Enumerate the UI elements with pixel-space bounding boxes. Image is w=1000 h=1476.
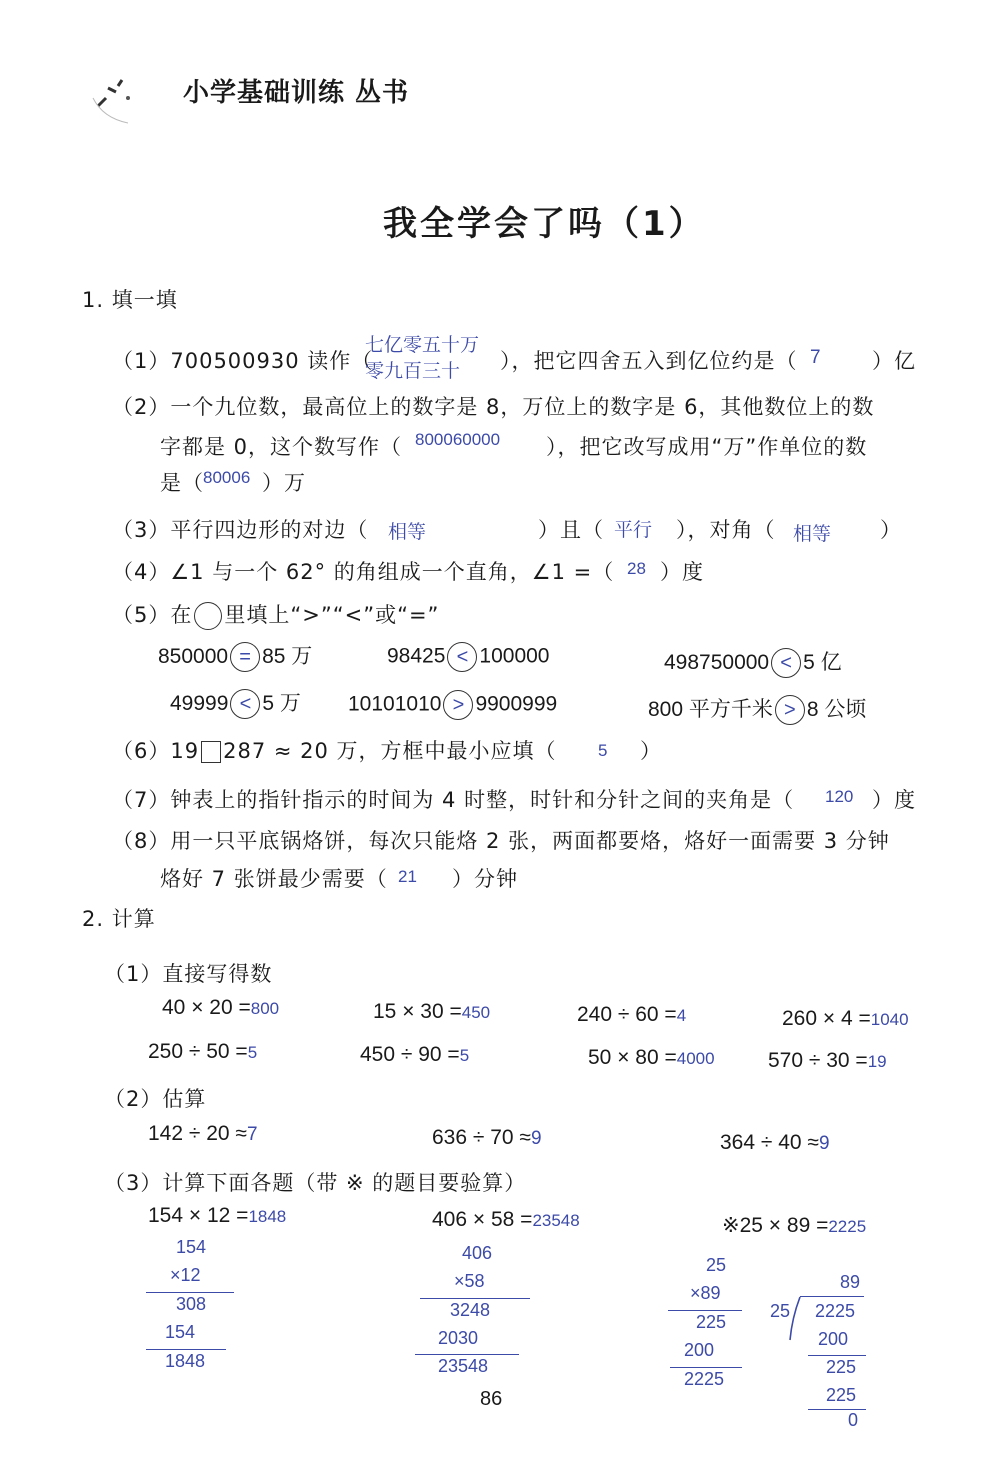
- part3-label: （3）计算下面各题（带 ※ 的题目要验算）: [104, 1171, 527, 1195]
- division-rule: [808, 1355, 866, 1356]
- check-divisor: 25: [770, 1301, 791, 1321]
- q2-line2-prefix: 字都是 0，这个数写作（: [160, 435, 403, 459]
- mental-item-8: 570 ÷ 30 =19: [768, 1049, 887, 1072]
- q2-answer1: 800060000: [415, 430, 501, 449]
- work3-line1: 25: [706, 1255, 727, 1275]
- q3-answer1: 相等: [388, 522, 427, 543]
- work3-rule: [668, 1310, 742, 1311]
- work3-line5: 2225: [684, 1369, 725, 1389]
- estimate-item-2: 636 ÷ 70 ≈9: [432, 1126, 542, 1149]
- section1-heading: 1. 填一填: [82, 288, 178, 312]
- check-step3: 225: [826, 1385, 857, 1405]
- work2-line1: 406: [462, 1243, 493, 1263]
- q1-answer-line1: 七亿零五十万: [365, 335, 480, 356]
- work2-rule: [415, 1354, 519, 1355]
- mental-item-3: 240 ÷ 60 =4: [577, 1003, 687, 1026]
- work1-line4: 154: [165, 1322, 196, 1342]
- q1-prefix: （1）700500930 读作（: [112, 349, 374, 373]
- compare-circle: >: [775, 695, 805, 725]
- q3-mid2: ），对角（: [676, 518, 776, 542]
- header-decoration: [88, 58, 158, 142]
- q7-suffix: ）度: [872, 788, 916, 812]
- q1-answer2: 7: [810, 347, 821, 368]
- q3-suffix: ）: [880, 518, 902, 542]
- q5-instruction: [112, 599, 439, 630]
- q3-answer3: 相等: [793, 524, 832, 545]
- work2-rule: [420, 1298, 530, 1299]
- q6-answer: 5: [598, 741, 608, 760]
- page-number: 86: [480, 1388, 503, 1410]
- estimate-item-1: 142 ÷ 20 ≈7: [148, 1122, 258, 1145]
- blank-circle-icon: [194, 602, 222, 630]
- q8-answer: 21: [398, 867, 417, 886]
- part1-label: （1）直接写得数: [104, 962, 273, 986]
- compare-circle: <: [771, 648, 801, 678]
- q5-suffix: 里填上“>”“<”或“=”: [224, 603, 440, 627]
- check-step4: 0: [848, 1410, 859, 1430]
- written-problem-2: 406 × 58 =23548: [432, 1208, 580, 1231]
- check-dividend: 2225: [815, 1301, 856, 1321]
- q2-line3-prefix: 是（: [160, 471, 204, 495]
- mental-item-6: 450 ÷ 90 =5: [360, 1043, 470, 1066]
- work1-line2: ×12: [170, 1265, 201, 1285]
- blank-box-icon: [201, 741, 221, 763]
- q5-compare-2: 98425 < 100000: [387, 642, 549, 672]
- check-step1: 200: [818, 1329, 849, 1349]
- work2-line5: 23548: [438, 1356, 489, 1376]
- work3-line2: ×89: [690, 1283, 721, 1303]
- q1-suffix: ）亿: [872, 349, 916, 373]
- q5-prefix: （5）在: [112, 603, 193, 627]
- q1-answer-line2: 零九百三十: [365, 361, 461, 382]
- ink-splash-icon: [88, 58, 158, 138]
- q8-line2-prefix: 烙好 7 张饼最少需要（: [160, 867, 388, 891]
- q5-compare-6: 800 平方千米 > 8 公顷: [648, 693, 866, 725]
- work1-rule: [146, 1292, 234, 1293]
- q5-compare-4: 49999 < 5 万: [170, 687, 301, 719]
- work2-line2: ×58: [454, 1271, 485, 1291]
- work1-line1: 154: [176, 1237, 207, 1257]
- q7-prefix: （7）钟表上的指针指示的时间为 4 时整，时针和分针之间的夹角是（: [112, 788, 795, 812]
- compare-circle: >: [443, 690, 473, 720]
- page-title: 我全学会了吗（1）: [383, 204, 706, 244]
- division-bracket-icon: [788, 1296, 808, 1341]
- work2-line4: 2030: [438, 1328, 479, 1348]
- q5-compare-3: 498750000 < 5 亿: [664, 646, 842, 678]
- compare-circle: <: [447, 642, 477, 672]
- q6-line: （6）19 287 ≈ 20 万，方框中最小应填（: [112, 739, 557, 763]
- check-step2: 225: [826, 1357, 857, 1377]
- work1-rule: [146, 1349, 226, 1350]
- estimate-item-3: 364 ÷ 40 ≈9: [720, 1131, 830, 1154]
- compare-circle: =: [230, 642, 260, 672]
- q2-answer2: 80006: [203, 468, 251, 487]
- q5-compare-1: 850000 = 85 万: [158, 640, 312, 672]
- q1-mid: ），把它四舍五入到亿位约是（: [500, 349, 798, 373]
- q3-mid1: ）且（: [538, 518, 604, 542]
- q3-answer2: 平行: [614, 520, 653, 541]
- work3-line3: 225: [696, 1312, 727, 1332]
- division-bar: [800, 1296, 864, 1297]
- work2-line3: 3248: [450, 1300, 491, 1320]
- q2-line3-suffix: ）万: [262, 471, 306, 495]
- work1-line5: 1848: [165, 1351, 206, 1371]
- q5-compare-5: 10101010 > 9900999: [348, 690, 557, 720]
- series-title: 小学基础训练 丛书: [183, 78, 410, 108]
- q6-suffix: ）: [640, 739, 662, 763]
- mental-item-7: 50 × 80 =4000: [588, 1046, 715, 1069]
- mental-item-2: 15 × 30 =450: [373, 1000, 491, 1023]
- check-quotient: 89: [840, 1272, 861, 1292]
- mental-item-1: 40 × 20 =800: [162, 996, 280, 1019]
- compare-circle: <: [230, 689, 260, 719]
- section2-heading: 2. 计算: [82, 907, 156, 931]
- mental-item-4: 260 × 4 =1040: [782, 1007, 909, 1030]
- q7-answer: 120: [825, 787, 854, 806]
- part2-label: （2）估算: [104, 1087, 207, 1111]
- q8-line2-suffix: ）分钟: [452, 867, 518, 891]
- work3-rule: [670, 1367, 742, 1368]
- q2-line2-suffix: ），把它改写成用“万”作单位的数: [546, 435, 868, 459]
- q4-prefix: （4）∠1 与一个 62° 的角组成一个直角，∠1 =（: [112, 560, 615, 584]
- written-problem-1: 154 × 12 =1848: [148, 1204, 287, 1227]
- q4-suffix: ）度: [660, 560, 704, 584]
- mental-item-5: 250 ÷ 50 =5: [148, 1040, 258, 1063]
- q3-prefix: （3）平行四边形的对边（: [112, 518, 369, 542]
- work1-line3: 308: [176, 1294, 207, 1314]
- written-problem-3: ※25 × 89 =2225: [722, 1214, 867, 1237]
- q8-line1: （8）用一只平底锅烙饼，每次只能烙 2 张，两面都要烙，烙好一面需要 3 分钟: [112, 829, 890, 853]
- work3-line4: 200: [684, 1340, 715, 1360]
- q4-answer: 28: [627, 559, 646, 578]
- q2-line1: （2）一个九位数，最高位上的数字是 8，万位上的数字是 6，其他数位上的数: [112, 395, 875, 419]
